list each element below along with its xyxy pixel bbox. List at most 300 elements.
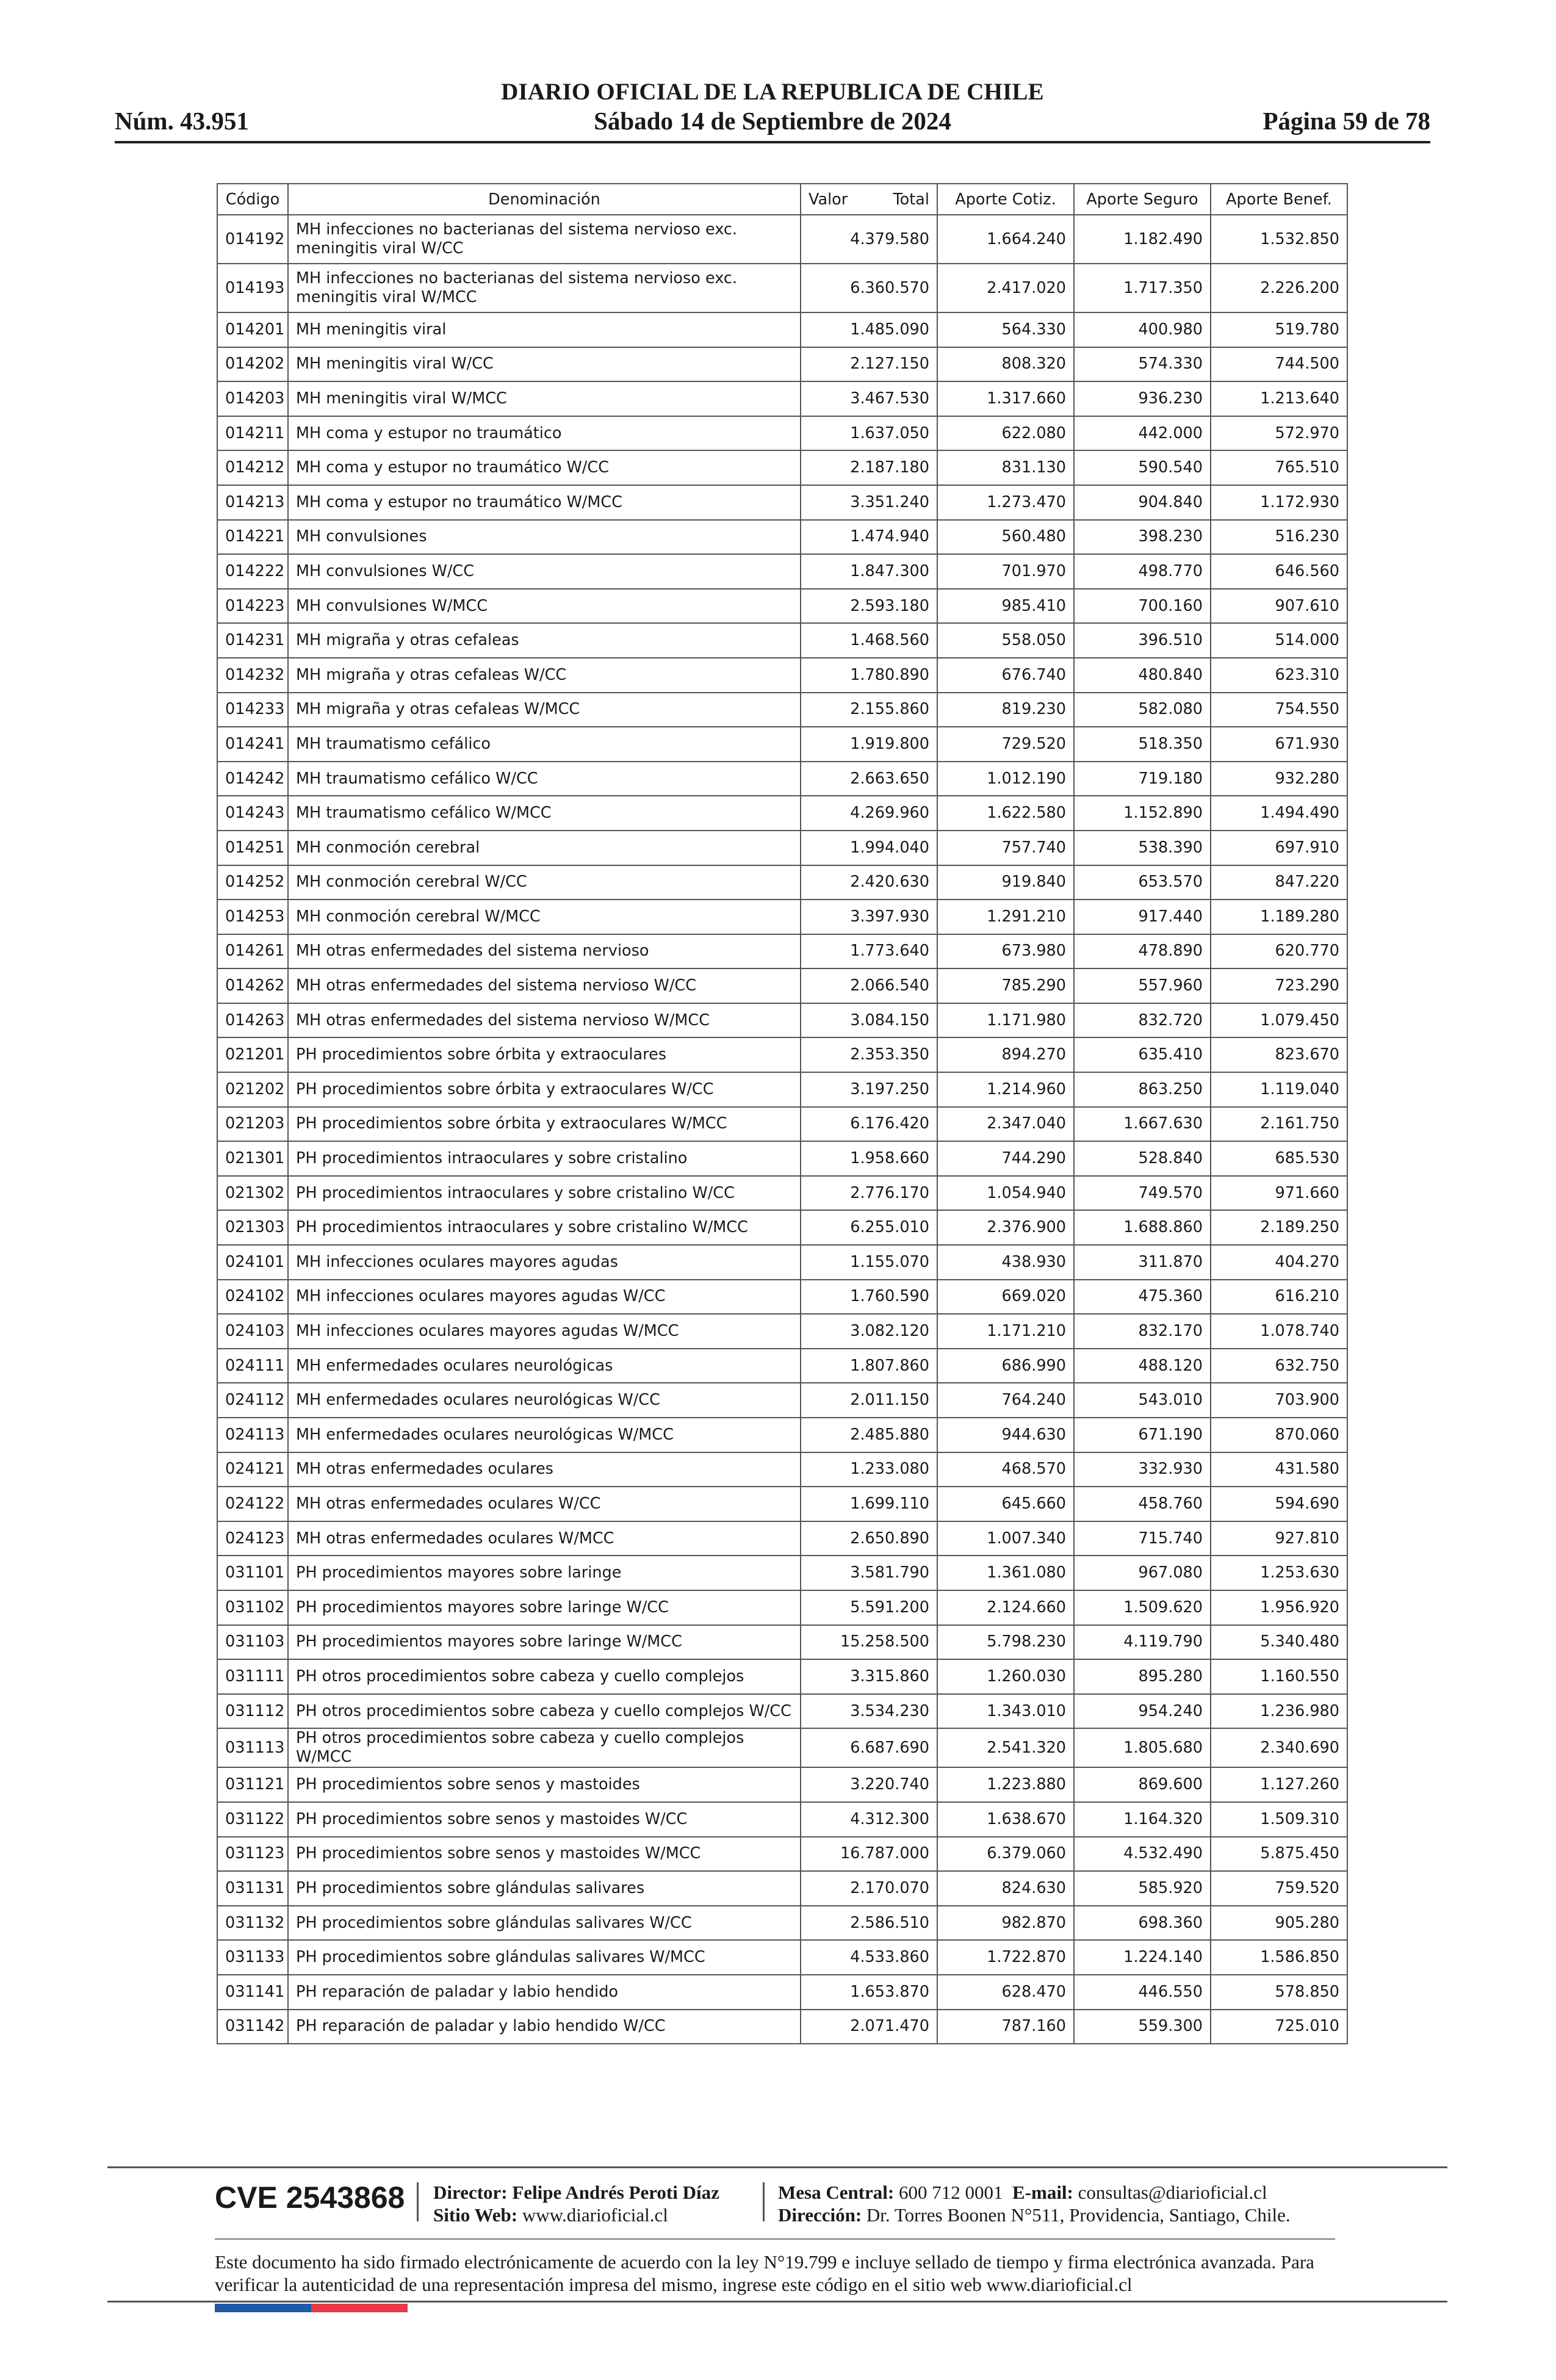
row-code: 024113 (217, 1418, 288, 1452)
row-cotiz: 628.470 (937, 1975, 1074, 2010)
footer-bottom-rule (107, 2301, 1447, 2302)
table-row (217, 1003, 1347, 1038)
row-name: MH infecciones oculares mayores agudas W/CC (288, 1280, 801, 1314)
row-code: 014201 (217, 312, 288, 347)
flag-bar-blue (215, 2304, 311, 2312)
row-seguro: 832.720 (1074, 1003, 1211, 1038)
table-row (217, 1418, 1347, 1452)
row-name: MH infecciones no bacterianas del sistema nervioso exc. meningitis viral W/MCC (288, 264, 801, 312)
row-name: MH migraña y otras cefaleas (288, 623, 801, 658)
table-row (217, 1590, 1347, 1625)
table-header-row (217, 184, 1347, 215)
row-total: 2.353.350 (801, 1037, 937, 1072)
row-code: 014212 (217, 450, 288, 485)
row-code: 014223 (217, 589, 288, 624)
row-name: MH migraña y otras cefaleas W/MCC (288, 693, 801, 727)
row-seguro: 446.550 (1074, 1975, 1211, 2010)
row-seguro: 574.330 (1074, 347, 1211, 382)
row-name: MH infecciones oculares mayores agudas (288, 1245, 801, 1280)
row-seguro: 458.760 (1074, 1487, 1211, 1521)
row-seguro: 1.805.680 (1074, 1728, 1211, 1767)
row-cotiz: 2.376.900 (937, 1210, 1074, 1245)
row-total: 2.776.170 (801, 1176, 937, 1211)
row-code: 014241 (217, 727, 288, 762)
row-benef: 2.226.200 (1211, 264, 1347, 312)
row-total: 3.315.860 (801, 1659, 937, 1694)
row-code: 014232 (217, 658, 288, 693)
row-total: 1.699.110 (801, 1487, 937, 1521)
row-code: 014242 (217, 762, 288, 796)
table-row (217, 1837, 1347, 1872)
row-code: 024101 (217, 1245, 288, 1280)
row-name: PH procedimientos sobre senos y mastoides W/MCC (288, 1837, 801, 1872)
row-seguro: 700.160 (1074, 589, 1211, 624)
header-divider (115, 141, 1430, 143)
row-name: MH conmoción cerebral W/MCC (288, 900, 801, 934)
row-benef: 5.340.480 (1211, 1625, 1347, 1660)
row-cotiz: 1.260.030 (937, 1659, 1074, 1694)
row-name: MH otras enfermedades oculares W/CC (288, 1487, 801, 1521)
row-name: PH procedimientos sobre glándulas salivares W/MCC (288, 1940, 801, 1975)
row-benef: 519.780 (1211, 312, 1347, 347)
row-cotiz: 824.630 (937, 1871, 1074, 1906)
row-cotiz: 944.630 (937, 1418, 1074, 1452)
row-seguro: 698.360 (1074, 1906, 1211, 1941)
phone-value: 600 712 0001 (899, 2182, 1003, 2203)
row-seguro: 917.440 (1074, 900, 1211, 934)
row-seguro: 498.770 (1074, 554, 1211, 589)
row-seguro: 1.164.320 (1074, 1802, 1211, 1837)
row-total: 3.397.930 (801, 900, 937, 934)
row-benef: 1.509.310 (1211, 1802, 1347, 1837)
email-label: E-mail: (1012, 2182, 1073, 2203)
row-code: 014252 (217, 865, 288, 900)
row-cotiz: 622.080 (937, 416, 1074, 451)
row-code: 031123 (217, 1837, 288, 1872)
row-name: PH procedimientos mayores sobre laringe (288, 1556, 801, 1590)
table-row (217, 1210, 1347, 1245)
footer-top-rule (107, 2166, 1447, 2168)
table-row (217, 1940, 1347, 1975)
row-code: 014233 (217, 693, 288, 727)
row-cotiz: 982.870 (937, 1906, 1074, 1941)
row-cotiz: 673.980 (937, 934, 1074, 969)
page-header (115, 74, 1430, 145)
row-seguro: 398.230 (1074, 520, 1211, 555)
row-code: 014243 (217, 796, 288, 831)
row-cotiz: 1.171.980 (937, 1003, 1074, 1038)
row-benef: 823.670 (1211, 1037, 1347, 1072)
row-cotiz: 764.240 (937, 1383, 1074, 1418)
row-name: PH otros procedimientos sobre cabeza y cuello complejos W/CC (288, 1694, 801, 1729)
row-code: 024102 (217, 1280, 288, 1314)
row-code: 021303 (217, 1210, 288, 1245)
row-cotiz: 701.970 (937, 554, 1074, 589)
row-benef: 847.220 (1211, 865, 1347, 900)
row-total: 4.312.300 (801, 1802, 937, 1837)
row-name: PH procedimientos sobre órbita y extraoculares W/MCC (288, 1107, 801, 1142)
row-code: 031103 (217, 1625, 288, 1660)
row-cotiz: 1.722.870 (937, 1940, 1074, 1975)
row-cotiz: 1.273.470 (937, 485, 1074, 520)
row-total: 2.593.180 (801, 589, 937, 624)
row-seguro: 1.667.630 (1074, 1107, 1211, 1142)
row-cotiz: 1.343.010 (937, 1694, 1074, 1729)
row-code: 024112 (217, 1383, 288, 1418)
row-cotiz: 1.291.210 (937, 900, 1074, 934)
row-total: 2.650.890 (801, 1521, 937, 1556)
row-seguro: 719.180 (1074, 762, 1211, 796)
row-name: MH otras enfermedades oculares (288, 1452, 801, 1487)
director-line (433, 2181, 719, 2204)
website-link[interactable]: www.diarioficial.cl (522, 2204, 668, 2226)
row-seguro: 1.182.490 (1074, 215, 1211, 264)
table-row (217, 762, 1347, 796)
page-number: Página 59 de 78 (1262, 107, 1430, 135)
table-body (217, 215, 1347, 2044)
row-name: MH enfermedades oculares neurológicas W/MCC (288, 1418, 801, 1452)
row-benef: 572.970 (1211, 416, 1347, 451)
row-total: 1.760.590 (801, 1280, 937, 1314)
row-seguro: 863.250 (1074, 1072, 1211, 1107)
table-row (217, 831, 1347, 865)
row-name: MH traumatismo cefálico W/MCC (288, 796, 801, 831)
footer-mid-rule (215, 2238, 1335, 2240)
row-name: PH reparación de paladar y labio hendido (288, 1975, 801, 2010)
row-benef: 514.000 (1211, 623, 1347, 658)
row-code: 014263 (217, 1003, 288, 1038)
row-cotiz: 6.379.060 (937, 1837, 1074, 1872)
row-name: MH coma y estupor no traumático (288, 416, 801, 451)
row-name: MH otras enfermedades del sistema nervioso W/CC (288, 968, 801, 1003)
row-cotiz: 5.798.230 (937, 1625, 1074, 1660)
row-seguro: 967.080 (1074, 1556, 1211, 1590)
row-code: 031121 (217, 1767, 288, 1802)
row-benef: 905.280 (1211, 1906, 1347, 1941)
director-label: Director: (433, 2182, 508, 2203)
row-cotiz: 919.840 (937, 865, 1074, 900)
row-seguro: 1.224.140 (1074, 1940, 1211, 1975)
row-total: 1.474.940 (801, 520, 937, 555)
row-total: 1.773.640 (801, 934, 937, 969)
row-seguro: 1.717.350 (1074, 264, 1211, 312)
row-name: MH conmoción cerebral (288, 831, 801, 865)
phone-label: Mesa Central: (778, 2182, 895, 2203)
row-total: 2.485.880 (801, 1418, 937, 1452)
table-row (217, 623, 1347, 658)
table-row (217, 934, 1347, 969)
table-row (217, 1694, 1347, 1729)
table-row (217, 215, 1347, 264)
row-code: 014222 (217, 554, 288, 589)
table-row (217, 796, 1347, 831)
row-total: 3.220.740 (801, 1767, 937, 1802)
row-benef: 404.270 (1211, 1245, 1347, 1280)
row-cotiz: 686.990 (937, 1349, 1074, 1383)
address-line (778, 2204, 1291, 2226)
row-cotiz: 729.520 (937, 727, 1074, 762)
row-total: 1.653.870 (801, 1975, 937, 2010)
table-row (217, 1349, 1347, 1383)
row-total: 3.351.240 (801, 485, 937, 520)
row-benef: 685.530 (1211, 1141, 1347, 1176)
row-total: 6.687.690 (801, 1728, 937, 1767)
row-cotiz: 1.638.670 (937, 1802, 1074, 1837)
row-seguro: 1.688.860 (1074, 1210, 1211, 1245)
row-cotiz: 808.320 (937, 347, 1074, 382)
row-seguro: 585.920 (1074, 1871, 1211, 1906)
row-seguro: 936.230 (1074, 381, 1211, 416)
table-row (217, 1802, 1347, 1837)
email-link[interactable]: consultas@diarioficial.cl (1078, 2182, 1267, 2203)
row-total: 3.197.250 (801, 1072, 937, 1107)
row-code: 014211 (217, 416, 288, 451)
row-total: 1.807.860 (801, 1349, 937, 1383)
address-label: Dirección: (778, 2204, 862, 2226)
row-benef: 1.253.630 (1211, 1556, 1347, 1590)
row-benef: 697.910 (1211, 831, 1347, 865)
row-benef: 2.340.690 (1211, 1728, 1347, 1767)
row-seguro: 396.510 (1074, 623, 1211, 658)
row-benef: 754.550 (1211, 693, 1347, 727)
row-total: 4.269.960 (801, 796, 937, 831)
table-row (217, 1037, 1347, 1072)
row-code: 031131 (217, 1871, 288, 1906)
row-cotiz: 558.050 (937, 623, 1074, 658)
row-total: 3.534.230 (801, 1694, 937, 1729)
row-benef: 646.560 (1211, 554, 1347, 589)
row-name: PH procedimientos sobre glándulas salivares W/CC (288, 1906, 801, 1941)
row-benef: 1.078.740 (1211, 1314, 1347, 1349)
row-total: 4.533.860 (801, 1940, 937, 1975)
row-benef: 744.500 (1211, 347, 1347, 382)
col-header-total-label-b: Total (893, 190, 929, 209)
row-cotiz: 1.317.660 (937, 381, 1074, 416)
row-benef: 431.580 (1211, 1452, 1347, 1487)
row-cotiz: 2.541.320 (937, 1728, 1074, 1767)
row-name: PH otros procedimientos sobre cabeza y cuello complejos (288, 1659, 801, 1694)
col-header-seguro: Aporte Seguro (1074, 184, 1211, 215)
row-seguro: 1.152.890 (1074, 796, 1211, 831)
row-code: 014261 (217, 934, 288, 969)
row-cotiz: 468.570 (937, 1452, 1074, 1487)
row-seguro: 869.600 (1074, 1767, 1211, 1802)
row-benef: 594.690 (1211, 1487, 1347, 1521)
table-row (217, 312, 1347, 347)
row-cotiz: 564.330 (937, 312, 1074, 347)
row-name: PH otros procedimientos sobre cabeza y cuello complejos W/MCC (288, 1728, 801, 1767)
address-value: Dr. Torres Boonen N°511, Providencia, Santiago, Chile. (866, 2204, 1291, 2226)
table-row (217, 1906, 1347, 1941)
row-seguro: 4.532.490 (1074, 1837, 1211, 1872)
col-header-total-label-a: Valor (809, 190, 848, 209)
row-code: 014213 (217, 485, 288, 520)
row-name: MH otras enfermedades oculares W/MCC (288, 1521, 801, 1556)
row-code: 014192 (217, 215, 288, 264)
row-total: 6.360.570 (801, 264, 937, 312)
row-name: PH reparación de paladar y labio hendido W/CC (288, 2010, 801, 2044)
row-seguro: 715.740 (1074, 1521, 1211, 1556)
row-total: 5.591.200 (801, 1590, 937, 1625)
row-total: 3.581.790 (801, 1556, 937, 1590)
footer-contact-block (778, 2181, 1291, 2226)
table-row (217, 658, 1347, 693)
row-cotiz: 676.740 (937, 658, 1074, 693)
table-row (217, 1107, 1347, 1142)
row-benef: 927.810 (1211, 1521, 1347, 1556)
table-row (217, 554, 1347, 589)
tariff-table (217, 183, 1348, 2044)
table-row (217, 1975, 1347, 2010)
row-name: MH convulsiones W/CC (288, 554, 801, 589)
table-row (217, 727, 1347, 762)
table-row (217, 264, 1347, 312)
col-header-code: Código (217, 184, 288, 215)
row-seguro: 559.300 (1074, 2010, 1211, 2044)
row-total: 1.780.890 (801, 658, 937, 693)
row-name: PH procedimientos mayores sobre laringe W/MCC (288, 1625, 801, 1660)
row-benef: 623.310 (1211, 658, 1347, 693)
row-benef: 2.161.750 (1211, 1107, 1347, 1142)
row-cotiz: 2.347.040 (937, 1107, 1074, 1142)
row-name: MH meningitis viral W/MCC (288, 381, 801, 416)
row-name: PH procedimientos sobre senos y mastoides W/CC (288, 1802, 801, 1837)
footer-divider-1 (417, 2182, 419, 2221)
row-seguro: 582.080 (1074, 693, 1211, 727)
row-benef: 1.189.280 (1211, 900, 1347, 934)
row-benef: 620.770 (1211, 934, 1347, 969)
row-seguro: 904.840 (1074, 485, 1211, 520)
row-name: MH convulsiones W/MCC (288, 589, 801, 624)
row-seguro: 671.190 (1074, 1418, 1211, 1452)
issue-number: Núm. 43.951 (115, 107, 249, 135)
row-benef: 765.510 (1211, 450, 1347, 485)
row-seguro: 528.840 (1074, 1141, 1211, 1176)
row-benef: 2.189.250 (1211, 1210, 1347, 1245)
table-row (217, 1314, 1347, 1349)
row-seguro: 635.410 (1074, 1037, 1211, 1072)
row-benef: 907.610 (1211, 589, 1347, 624)
row-name: MH convulsiones (288, 520, 801, 555)
row-cotiz: 1.622.580 (937, 796, 1074, 831)
row-total: 1.919.800 (801, 727, 937, 762)
table-row (217, 589, 1347, 624)
row-seguro: 480.840 (1074, 658, 1211, 693)
row-code: 014253 (217, 900, 288, 934)
row-benef: 616.210 (1211, 1280, 1347, 1314)
row-total: 2.071.470 (801, 2010, 937, 2044)
col-header-benef: Aporte Benef. (1211, 184, 1347, 215)
row-total: 2.155.860 (801, 693, 937, 727)
table-row (217, 520, 1347, 555)
row-code: 024122 (217, 1487, 288, 1521)
row-cotiz: 438.930 (937, 1245, 1074, 1280)
row-seguro: 475.360 (1074, 1280, 1211, 1314)
row-total: 2.066.540 (801, 968, 937, 1003)
row-seguro: 332.930 (1074, 1452, 1211, 1487)
row-benef: 870.060 (1211, 1418, 1347, 1452)
cve-code: CVE 2543868 (215, 2180, 405, 2215)
row-name: PH procedimientos sobre órbita y extraoculares (288, 1037, 801, 1072)
col-header-cotiz: Aporte Cotiz. (937, 184, 1074, 215)
row-total: 6.255.010 (801, 1210, 937, 1245)
row-seguro: 311.870 (1074, 1245, 1211, 1280)
row-name: PH procedimientos intraoculares y sobre cristalino W/MCC (288, 1210, 801, 1245)
row-code: 031102 (217, 1590, 288, 1625)
table-row (217, 693, 1347, 727)
row-seguro: 653.570 (1074, 865, 1211, 900)
row-name: MH infecciones oculares mayores agudas W/MCC (288, 1314, 801, 1349)
row-total: 1.637.050 (801, 416, 937, 451)
row-name: PH procedimientos sobre órbita y extraoculares W/CC (288, 1072, 801, 1107)
table-row (217, 1452, 1347, 1487)
row-cotiz: 819.230 (937, 693, 1074, 727)
col-header-total (801, 184, 937, 215)
table-row (217, 1141, 1347, 1176)
row-benef: 1.586.850 (1211, 1940, 1347, 1975)
row-code: 021203 (217, 1107, 288, 1142)
row-code: 014262 (217, 968, 288, 1003)
table-row (217, 865, 1347, 900)
row-cotiz: 894.270 (937, 1037, 1074, 1072)
row-cotiz: 1.054.940 (937, 1176, 1074, 1211)
row-total: 2.170.070 (801, 1871, 937, 1906)
row-cotiz: 1.361.080 (937, 1556, 1074, 1590)
row-benef: 1.172.930 (1211, 485, 1347, 520)
row-total: 16.787.000 (801, 1837, 937, 1872)
row-cotiz: 831.130 (937, 450, 1074, 485)
row-cotiz: 1.012.190 (937, 762, 1074, 796)
row-name: MH coma y estupor no traumático W/CC (288, 450, 801, 485)
row-name: MH conmoción cerebral W/CC (288, 865, 801, 900)
row-seguro: 590.540 (1074, 450, 1211, 485)
row-seguro: 832.170 (1074, 1314, 1211, 1349)
table-row (217, 347, 1347, 382)
newspaper-title: DIARIO OFICIAL DE LA REPUBLICA DE CHILE (501, 79, 1044, 105)
row-code: 031101 (217, 1556, 288, 1590)
flag-bar-red (311, 2304, 408, 2312)
row-code: 024103 (217, 1314, 288, 1349)
row-code: 031112 (217, 1694, 288, 1729)
row-seguro: 400.980 (1074, 312, 1211, 347)
row-benef: 723.290 (1211, 968, 1347, 1003)
row-name: PH procedimientos intraoculares y sobre cristalino W/CC (288, 1176, 801, 1211)
table-row (217, 1871, 1347, 1906)
row-benef: 759.520 (1211, 1871, 1347, 1906)
table-row (217, 1767, 1347, 1802)
row-cotiz: 785.290 (937, 968, 1074, 1003)
table-row (217, 1487, 1347, 1521)
table-row (217, 1072, 1347, 1107)
row-code: 031133 (217, 1940, 288, 1975)
row-cotiz: 1.223.880 (937, 1767, 1074, 1802)
row-total: 1.233.080 (801, 1452, 937, 1487)
table-row (217, 381, 1347, 416)
row-seguro: 543.010 (1074, 1383, 1211, 1418)
row-benef: 1.532.850 (1211, 215, 1347, 264)
row-name: MH coma y estupor no traumático W/MCC (288, 485, 801, 520)
table-row (217, 416, 1347, 451)
row-total: 1.468.560 (801, 623, 937, 658)
row-total: 3.467.530 (801, 381, 937, 416)
phone-email-line (778, 2181, 1291, 2204)
row-benef: 1.079.450 (1211, 1003, 1347, 1038)
legal-notice: Este documento ha sido firmado electrónicamente de acuerdo con la ley N°19.799 e incluye sellado de tiempo y firma electrónica avanzada. Para verificar la autenticidad de una representación impresa del mismo, ingrese este código en el sitio web www.diarioficial.cl (215, 2251, 1314, 2295)
table-row (217, 1245, 1347, 1280)
row-benef: 725.010 (1211, 2010, 1347, 2044)
row-seguro: 954.240 (1074, 1694, 1211, 1729)
row-total: 4.379.580 (801, 215, 937, 264)
